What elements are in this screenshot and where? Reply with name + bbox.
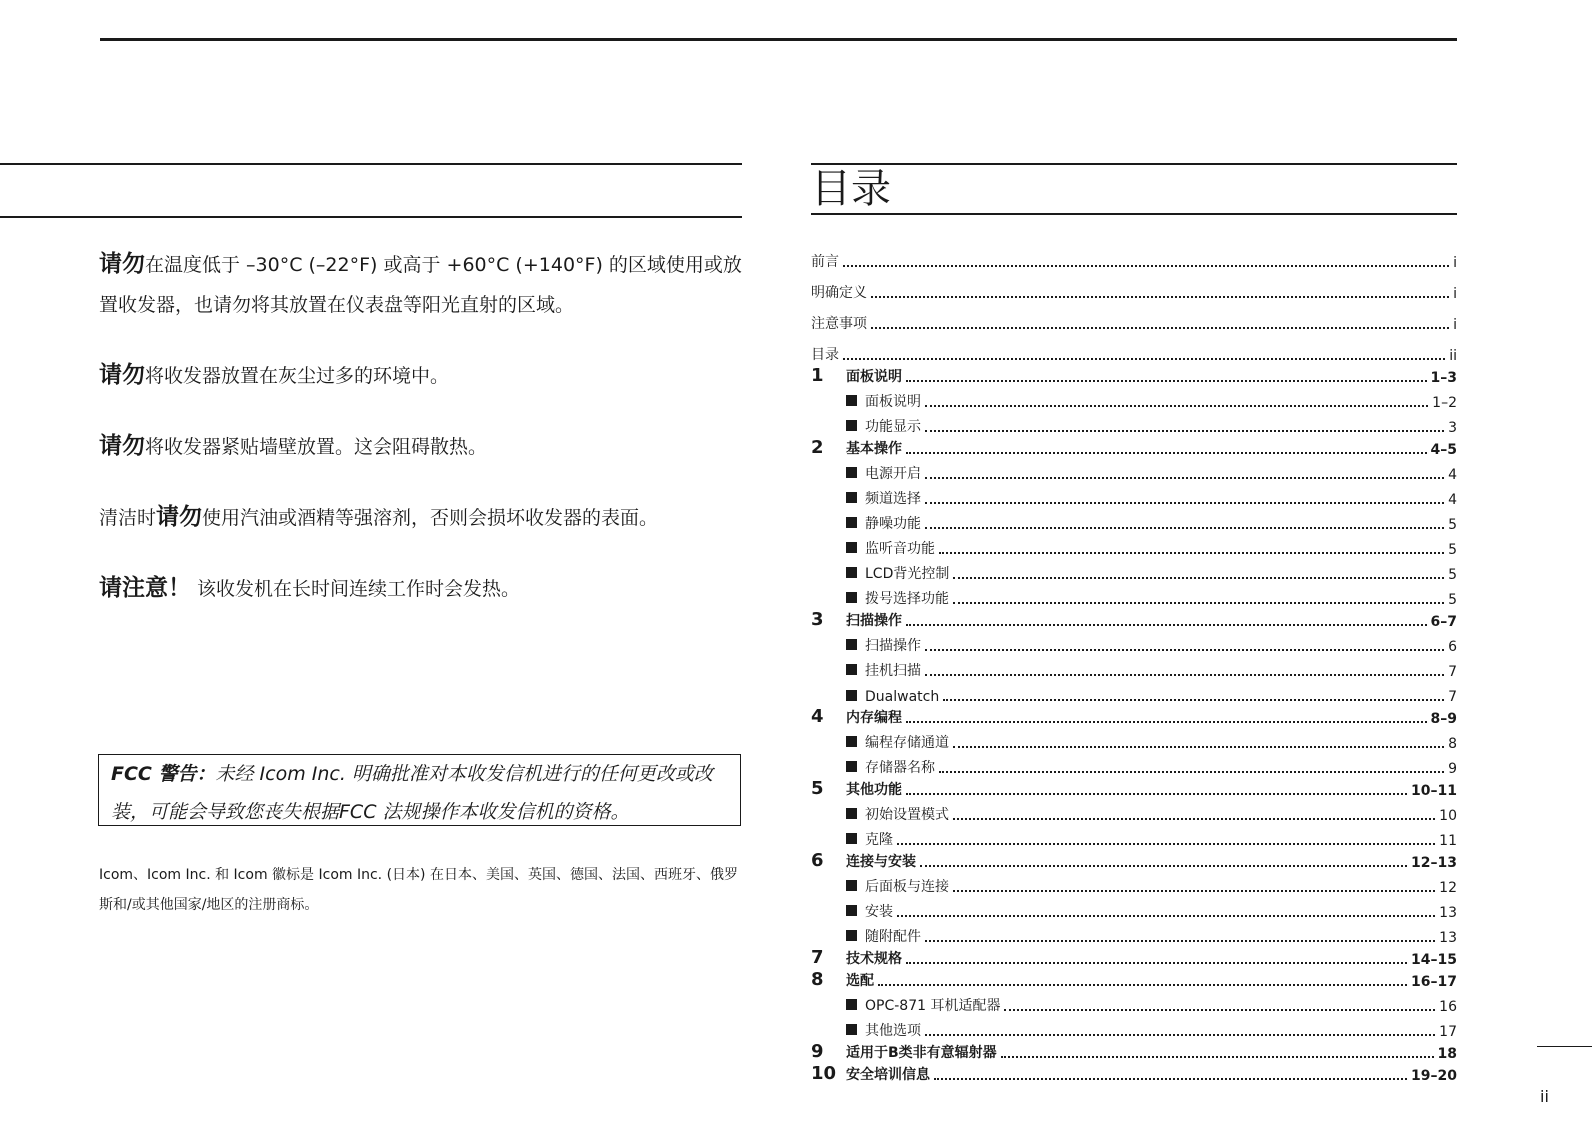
toc-entry-label	[846, 901, 895, 921]
toc-leader-dots	[925, 501, 1444, 504]
toc-leader-dots	[878, 983, 1407, 986]
toc-entry-text: LCD背光控制	[865, 566, 950, 582]
toc-entry-page: 8	[1448, 736, 1457, 752]
square-bullet-icon	[846, 690, 857, 701]
toc-entry-text: 其他功能	[846, 782, 902, 798]
toc-entry[interactable]	[811, 1015, 1457, 1040]
toc-leader-dots	[953, 601, 1444, 604]
toc-leader-dots	[925, 526, 1444, 529]
toc-entry-text: 随附配件	[865, 929, 921, 945]
toc-entry[interactable]	[811, 824, 1457, 849]
toc-entry[interactable]	[811, 302, 1457, 333]
toc-entry-label	[846, 366, 904, 386]
toc-entry-text: 安装	[865, 904, 893, 920]
toc-entry-page: 14–15	[1411, 952, 1457, 968]
toc-entry-text: OPC-871 耳机适配器	[865, 998, 1001, 1014]
square-bullet-icon	[846, 467, 857, 478]
toc-entry-page: 4–5	[1430, 442, 1457, 458]
toc-entry-text: 面板说明	[865, 394, 921, 410]
toc-entry[interactable]	[811, 386, 1457, 411]
toc-leader-dots	[934, 1077, 1407, 1080]
toc-leader-dots	[943, 698, 1444, 701]
square-bullet-icon	[846, 999, 857, 1010]
square-bullet-icon	[846, 736, 857, 747]
toc-entry[interactable]	[811, 727, 1457, 752]
toc-chapter-number: 1	[811, 365, 824, 386]
toc-leader-dots	[925, 476, 1444, 479]
square-bullet-icon	[846, 808, 857, 819]
toc-leader-dots	[925, 648, 1444, 651]
toc-entry-page: 4	[1448, 467, 1457, 483]
toc-entry-text: 扫描操作	[865, 638, 921, 654]
toc-entry-page: 6	[1448, 639, 1457, 655]
toc-entry-text: 初始设置模式	[865, 807, 949, 823]
toc-entry-label	[846, 829, 895, 849]
toc-entry-label	[846, 1064, 932, 1084]
toc-entry-page: 3	[1448, 420, 1457, 436]
toc-title: 目录	[811, 166, 891, 212]
warning-cleaning: 清洁时请勿使用汽油或酒精等强溶剂，否则会损坏收发器的表面。	[99, 504, 659, 530]
toc-entry-page: 19–20	[1411, 1068, 1457, 1084]
warning-dust: 请勿将收发器放置在灰尘过多的环境中。	[99, 362, 450, 388]
toc-entry[interactable]	[811, 990, 1457, 1015]
toc-entry[interactable]	[811, 921, 1457, 946]
toc-entry[interactable]	[811, 630, 1457, 655]
toc-entry-label	[846, 995, 1002, 1015]
toc-entry-label	[846, 438, 904, 458]
toc-leader-dots	[906, 623, 1427, 626]
toc-entry-page: 12–13	[1411, 855, 1457, 871]
toc-entry-text: 后面板与连接	[865, 879, 949, 895]
toc-entry[interactable]	[811, 1040, 1457, 1062]
fcc-warning-text: 未经 Icom Inc. 明确批准对本收发信机进行的任何更改或改装，可能会导致您丧失根据FCC 法规操作本收发信机的资格。	[111, 763, 713, 823]
toc-entry-label	[811, 282, 869, 302]
left-section-rule-bottom	[0, 216, 742, 218]
toc-entry-text: 静噪功能	[865, 516, 921, 532]
square-bullet-icon	[846, 880, 857, 891]
toc-chapter-number: 3	[811, 609, 824, 630]
toc-entry-label	[846, 851, 918, 871]
toc-chapter-number: 5	[811, 778, 824, 799]
toc-leader-dots	[925, 429, 1444, 432]
square-bullet-icon	[846, 1024, 857, 1035]
toc-entry-text: 基本操作	[846, 441, 902, 457]
toc-entry-page: 7	[1448, 689, 1457, 705]
toc-leader-dots	[897, 842, 1435, 845]
toc-leader-dots	[906, 961, 1407, 964]
left-section-rule-top	[0, 163, 742, 165]
square-bullet-icon	[846, 492, 857, 503]
toc-entry-page: 9	[1448, 761, 1457, 777]
toc-rule-top	[811, 163, 1457, 165]
toc-entry-text: 其他选项	[865, 1023, 921, 1039]
toc-entry[interactable]	[811, 533, 1457, 558]
page-number: ii	[1540, 1087, 1549, 1106]
toc-entry-label	[846, 707, 904, 727]
toc-entry-page: 5	[1448, 517, 1457, 533]
toc-entry-page: 6–7	[1430, 614, 1457, 630]
toc-entry-page: 10	[1439, 808, 1457, 824]
toc-entry[interactable]	[811, 483, 1457, 508]
toc-leader-dots	[871, 295, 1449, 298]
toc-entry-text: 编程存储通道	[865, 735, 949, 751]
toc-entry[interactable]	[811, 655, 1457, 680]
toc-leader-dots	[1004, 1008, 1435, 1011]
toc-entry[interactable]	[811, 849, 1457, 871]
square-bullet-icon	[846, 833, 857, 844]
toc-entry-text: 选配	[846, 973, 874, 989]
toc-entry-page: i	[1453, 317, 1457, 333]
toc-entry-text: 频道选择	[865, 491, 921, 507]
toc-entry-text: 内存编程	[846, 710, 902, 726]
square-bullet-icon	[846, 517, 857, 528]
toc-entry[interactable]	[811, 968, 1457, 990]
toc-entry-text: 适用于B类非有意辐射器	[846, 1045, 997, 1061]
toc-entry-text: 注意事项	[811, 316, 867, 332]
toc-leader-dots	[953, 817, 1435, 820]
toc-entry-text: 面板说明	[846, 369, 902, 385]
square-bullet-icon	[846, 567, 857, 578]
toc-entry-label	[846, 488, 923, 508]
toc-entry-label	[811, 313, 869, 333]
toc-entry-text: 监听音功能	[865, 541, 935, 557]
toc-leader-dots	[906, 720, 1427, 723]
toc-leader-dots	[953, 576, 1444, 579]
square-bullet-icon	[846, 930, 857, 941]
toc-entry-label	[811, 251, 841, 271]
toc-entry[interactable]	[811, 1062, 1457, 1084]
toc-entry-page: 1–2	[1432, 395, 1457, 411]
square-bullet-icon	[846, 905, 857, 916]
toc-entry[interactable]	[811, 608, 1457, 630]
toc-entry-page: 12	[1439, 880, 1457, 896]
toc-entry-page: ii	[1449, 348, 1457, 364]
toc-leader-dots	[925, 1033, 1435, 1036]
toc-entry-label	[846, 660, 923, 680]
toc-entry-page: 1–3	[1430, 370, 1457, 386]
toc-entry-text: 目录	[811, 347, 839, 363]
toc-entry[interactable]	[811, 799, 1457, 824]
toc-entry[interactable]	[811, 583, 1457, 608]
toc-entry[interactable]	[811, 271, 1457, 302]
toc-entry[interactable]	[811, 240, 1457, 271]
toc-entry[interactable]	[811, 436, 1457, 458]
toc-leader-dots	[871, 326, 1449, 329]
toc-chapter-number: 10	[811, 1063, 837, 1084]
toc-entry-label	[846, 732, 951, 752]
toc-entry-page: 16–17	[1411, 974, 1457, 990]
toc-entry-text: 存储器名称	[865, 760, 935, 776]
toc-entry-text: 功能显示	[865, 419, 921, 435]
square-bullet-icon	[846, 639, 857, 650]
square-bullet-icon	[846, 761, 857, 772]
toc-entry[interactable]	[811, 871, 1457, 896]
toc-entry-text: 技术规格	[846, 951, 902, 967]
toc-entry-page: 5	[1448, 567, 1457, 583]
square-bullet-icon	[846, 395, 857, 406]
toc-entry-text: 电源开启	[865, 466, 921, 482]
toc-entry-label	[846, 538, 937, 558]
toc-entry-text: 连接与安装	[846, 854, 916, 870]
toc-entry-text: 前言	[811, 254, 839, 270]
toc-leader-dots	[925, 404, 1428, 407]
toc-entry-label	[846, 779, 904, 799]
toc-leader-dots	[843, 264, 1449, 267]
page-edge-rule	[1537, 1046, 1592, 1047]
toc-entry-text: 克隆	[865, 832, 893, 848]
toc-leader-dots	[906, 792, 1407, 795]
toc-leader-dots	[939, 770, 1444, 773]
toc-entry-page: 13	[1439, 905, 1457, 921]
toc-entry-text: 安全培训信息	[846, 1067, 930, 1083]
toc-entry-label	[846, 757, 937, 777]
fcc-warning-label: FCC 警告：	[111, 763, 216, 785]
toc-entry-label	[846, 804, 951, 824]
toc-list	[811, 240, 1457, 1084]
toc-leader-dots	[906, 379, 1427, 382]
toc-entry[interactable]	[811, 333, 1457, 364]
toc-entry-label	[846, 588, 951, 608]
toc-leader-dots	[920, 864, 1407, 867]
trademark-notice: Icom、Icom Inc. 和 Icom 徽标是 Icom Inc. (日本) 在日本、美国、英国、德国、法国、西班牙、俄罗斯和/或其他国家/地区的注册商标。	[99, 867, 738, 913]
toc-entry-label	[846, 926, 923, 946]
square-bullet-icon	[846, 542, 857, 553]
warning-temperature: 请勿在温度低于 –30°C (–22°F) 或高于 +60°C (+140°F) 的区域使用或放置收发器，也请勿将其放置在仪表盘等阳光直射的区域。	[99, 251, 742, 316]
square-bullet-icon	[846, 592, 857, 603]
top-rule	[100, 38, 1457, 41]
toc-entry-label	[846, 513, 923, 533]
toc-entry[interactable]	[811, 558, 1457, 583]
warning-wall: 请勿将收发器紧贴墙壁放置。这会阻碍散热。	[99, 433, 488, 459]
toc-entry-label	[846, 416, 923, 436]
toc-leader-dots	[953, 889, 1435, 892]
toc-entry-text: 挂机扫描	[865, 663, 921, 679]
toc-entry-text: 拨号选择功能	[865, 591, 949, 607]
toc-entry-page: i	[1453, 255, 1457, 271]
toc-chapter-number: 2	[811, 437, 824, 458]
toc-leader-dots	[925, 939, 1435, 942]
toc-entry-label	[811, 344, 841, 364]
toc-leader-dots	[897, 914, 1435, 917]
toc-entry-page: 18	[1437, 1046, 1457, 1062]
toc-entry-page: 5	[1448, 542, 1457, 558]
toc-entry-text: 扫描操作	[846, 613, 902, 629]
toc-entry-page: 5	[1448, 592, 1457, 608]
toc-leader-dots	[953, 745, 1444, 748]
toc-entry-label	[846, 391, 923, 411]
toc-leader-dots	[906, 451, 1427, 454]
toc-entry-label	[846, 689, 941, 705]
toc-entry[interactable]	[811, 705, 1457, 727]
toc-entry[interactable]	[811, 752, 1457, 777]
toc-chapter-number: 4	[811, 706, 824, 727]
fcc-warning-box	[98, 754, 741, 826]
square-bullet-icon	[846, 420, 857, 431]
toc-leader-dots	[925, 673, 1444, 676]
toc-entry[interactable]	[811, 896, 1457, 921]
toc-chapter-number: 8	[811, 969, 824, 990]
toc-entry-page: 13	[1439, 930, 1457, 946]
toc-leader-dots	[939, 551, 1444, 554]
toc-leader-dots	[843, 357, 1445, 360]
toc-entry-page: 10–11	[1411, 783, 1457, 799]
toc-chapter-number: 6	[811, 850, 824, 871]
toc-entry-page: 7	[1448, 664, 1457, 680]
warning-heat: 请注意！ 该收发机在长时间连续工作时会发热。	[99, 575, 521, 601]
toc-entry[interactable]	[811, 411, 1457, 436]
toc-entry-label	[846, 876, 951, 896]
toc-chapter-number: 9	[811, 1041, 824, 1062]
toc-entry-page: 11	[1439, 833, 1457, 849]
toc-entry[interactable]	[811, 777, 1457, 799]
toc-entry[interactable]	[811, 946, 1457, 968]
toc-entry-label	[846, 948, 904, 968]
toc-entry-page: 17	[1439, 1024, 1457, 1040]
toc-rule-bottom	[811, 213, 1457, 215]
toc-entry-page: i	[1453, 286, 1457, 302]
toc-entry-page: 4	[1448, 492, 1457, 508]
toc-entry-label	[846, 1042, 999, 1062]
toc-entry-page: 8–9	[1430, 711, 1457, 727]
toc-entry-label	[846, 1020, 923, 1040]
toc-chapter-number: 7	[811, 947, 824, 968]
toc-entry[interactable]	[811, 508, 1457, 533]
toc-entry-text: Dualwatch	[865, 689, 940, 705]
toc-entry-label	[846, 563, 951, 583]
toc-entry[interactable]	[811, 680, 1457, 705]
toc-entry[interactable]	[811, 458, 1457, 483]
toc-leader-dots	[1001, 1055, 1434, 1058]
toc-entry-label	[846, 635, 923, 655]
toc-entry-label	[846, 463, 923, 483]
toc-entry-label	[846, 970, 876, 990]
toc-entry-text: 明确定义	[811, 285, 867, 301]
toc-entry-label	[846, 610, 904, 630]
toc-entry-page: 16	[1439, 999, 1457, 1015]
toc-entry[interactable]	[811, 364, 1457, 386]
square-bullet-icon	[846, 664, 857, 675]
